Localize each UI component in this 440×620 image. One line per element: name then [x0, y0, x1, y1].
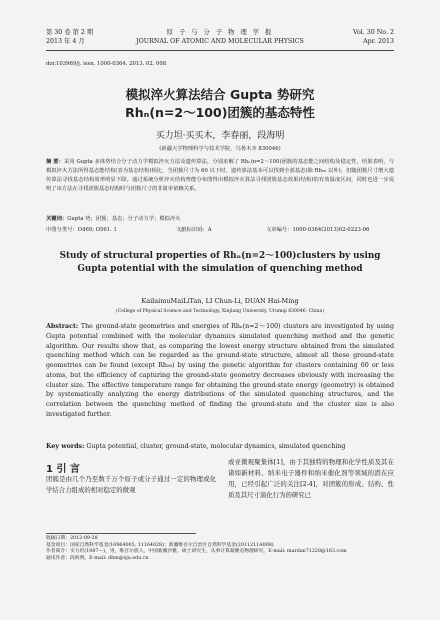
footnote-author: 作者简介：买力坦(1987—)，男，维吾尔族人，中国新疆沙雅，硕士研究生，从事计算凝聚态物理研究。E-mail: mardan71228@163.com	[46, 549, 347, 554]
intro-left-column: 团簇是由几个乃至数千万个原子或分子通过一定的物理或化学结合力组成的相对稳定的微观	[46, 475, 216, 494]
header-date-en: Apr. 2013	[363, 38, 394, 45]
running-header	[46, 29, 394, 49]
header-journal-cn: 原 子 与 分 子 物 理 学 报	[166, 29, 274, 36]
title-cn-line1: 模拟淬火算法结合 Gupta 势研究	[125, 87, 315, 102]
footnote-divider	[46, 533, 196, 534]
abstract-cn-label: 摘 要：	[46, 159, 64, 165]
title-cn-line2: Rhₙ(n=2～100)团簇的基态特性	[125, 105, 315, 120]
affiliation-en: (College of Physical Science and Technology, Xinjiang University, Urumqi 830046, China)	[115, 309, 325, 314]
abstract-cn-text: 采用 Gupta 多体势结合分子动力学模拟淬火方法及遗传算法，分别求解了 Rhₙ(n=2～100)团簇的基态能之间结构及稳定性，结果表明，与模拟淬火方法所得基态能结构(表为基态结构)相比，当团簇尺寸为 60 以下时，遗传算法基本可以找到全部基态(除 Rh₅₈ 以外)，但随团簇尺寸增大遗传算法寻找基态结构效率明显下降。通过系统分析淬火结构势能分布图得出模拟淬火算法寻找团簇基态效果(结构)的有效温度区间，同时也进一步说明了该方法在寻找团簇基态结构时与团簇尺寸的非简单依赖关系。	[46, 159, 394, 192]
keywords-cn-text: Gupta 势；团簇；基态；分子动力学；模拟淬火	[67, 216, 181, 222]
keywords-cn-label: 关键词：	[46, 216, 68, 222]
keywords-en-label: Key words:	[46, 443, 85, 450]
header-journal-en: JOURNAL OF ATOMIC AND MOLECULAR PHYSICS	[136, 38, 304, 45]
abstract-en-text: The ground-state geometries and energies of Rhₙ(n=2～100) clusters are investigated by using Gupta potential combined with the molecular dynamics simulated quenching method and the genetic algorithm. Our results show that, as comparing the lowest energy structure obtained from the simulated quenching method which can be regarded as the ground-state structure, almost all these ground-state geometries can be found (except Rh₅₈) by using the genetic algorithm for clusters containing 60 or less atoms, but the efficiency of capturing the ground-state geometry decreases obviously with increasing the cluster size. The effective temperature range for obtaining the ground-state energy (geometry) is obtained by systematically analyzing the energy distributions of the simulated quenching structures, and the correlation between the quenching method of finding the ground-state and the cluster size is also investigated further.	[46, 323, 394, 418]
header-divider	[46, 50, 394, 51]
abstract-en	[46, 322, 394, 420]
footnote-corresponding: 通讯作者：段海明。E-mail: dhm@xju.edu.cn	[46, 555, 149, 561]
doc-code: 文献标识码：A	[176, 227, 212, 233]
doi: doi:103969/j. issn. 1000-0364. 2013. 02. 008	[46, 61, 167, 67]
article-id: 文章编号：1000-0364(2013)02-0223-06	[266, 227, 370, 233]
header-volume-cn: 第 30 卷 第 2 期	[46, 29, 94, 36]
abstract-cn	[46, 158, 394, 194]
keywords-en-text: Gupta potential, cluster, ground-state, molecular dynamics, simulated quenching	[86, 443, 346, 450]
affiliation-cn: (新疆大学物理科学与技术学院，乌鲁木齐 830046)	[159, 146, 281, 152]
header-date-cn: 2013 年 4 月	[46, 38, 85, 45]
intro-right-column: 或亚微观聚集体[1]，由于其独特的物理和化学性质及其在诸如新材料、纳米电子器件和纳米催化剂等领域的潜在应用，已经引起广泛的关注[2-4]，对团簇的形成、结构、性质及其尺寸演化行为的研究已	[228, 458, 394, 499]
clc-number: 中图分类号：O469; O561. 1	[46, 227, 117, 233]
footnote-funding: 基金项目：国家自然科学基金(10964005, 11164028)；新疆维吾尔自治区自然科学基金(2011211A008)	[46, 542, 274, 548]
keywords-cn	[46, 214, 181, 222]
keywords-en	[46, 443, 394, 450]
section-heading-intro: 1 引 言	[46, 464, 80, 475]
header-volume-en: Vol. 30 No. 2	[353, 29, 394, 36]
authors-en: KailaimuMaiLiTan, LI Chun-Li, DUAN Hai-Ming	[141, 297, 299, 305]
footnotes	[46, 536, 394, 562]
paper-title-en: Study of structural properties of Rhₙ(n=2～100)clusters by using Gupta potential with the simulation of quenching method	[59, 251, 381, 274]
paper-title-cn	[46, 86, 394, 122]
abstract-en-label: Abstract:	[46, 323, 79, 330]
footnote-received: 收稿日期：2012-09-28	[46, 536, 98, 541]
authors-cn: 买力坦·买买木，李春丽，段海明	[155, 131, 285, 141]
